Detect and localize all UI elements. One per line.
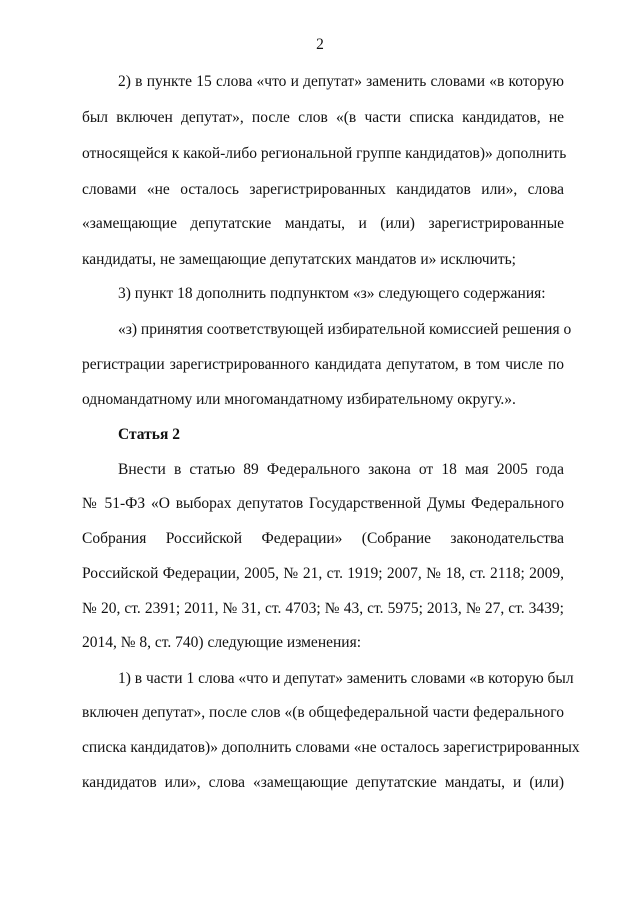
text-line: № 20, ст. 2391; 2011, № 31, ст. 4703; № 43, ст. 5975; 2013, № 27, ст. 3439; [82,600,564,617]
text-line: «замещающие депутатские мандаты, и (или) зарегистрированные [82,215,564,232]
text-line: одномандатному или многомандатному избирательному округу.». [82,391,516,408]
text-line: № 51-ФЗ «О выборах депутатов Государственной Думы Федерального [82,495,564,512]
text-line: 3) пункт 18 дополнить подпунктом «з» следующего содержания: [118,285,546,302]
text-line: списка кандидатов)» дополнить словами «не осталось зарегистрированных [82,739,580,756]
text-line: Внести в статью 89 Федерального закона от 18 мая 2005 года [118,461,564,478]
page-number: 2 [316,36,324,53]
text-line: 1) в части 1 слова «что и депутат» заменить словами «в которую был [118,670,574,687]
text-line: кандидаты, не замещающие депутатских мандатов и» исключить; [82,251,516,268]
text-line: относящейся к какой-либо региональной группе кандидатов)» дополнить [82,145,567,162]
text-line: «з) принятия соответствующей избирательной комиссией решения о [118,321,572,338]
text-line: включен депутат», после слов «(в общефедеральной части федерального [82,704,564,721]
text-line: 2014, № 8, ст. 740) следующие изменения: [82,634,362,651]
text-line: Российской Федерации, 2005, № 21, ст. 1919; 2007, № 18, ст. 2118; 2009, [82,565,564,582]
text-line: кандидатов или», слова «замещающие депутатские мандаты, и (или) [82,774,564,791]
text-line: регистрации зарегистрированного кандидата депутатом, в том числе по [82,356,564,373]
text-line: Собрания Российской Федерации» (Собрание законодательства [82,530,564,547]
article-heading: Статья 2 [118,426,180,443]
text-line: 2) в пункте 15 слова «что и депутат» заменить словами «в которую [118,73,564,90]
text-line: словами «не осталось зарегистрированных кандидатов или», слова [82,181,564,198]
text-line: был включен депутат», после слов «(в части списка кандидатов, не [82,109,564,126]
